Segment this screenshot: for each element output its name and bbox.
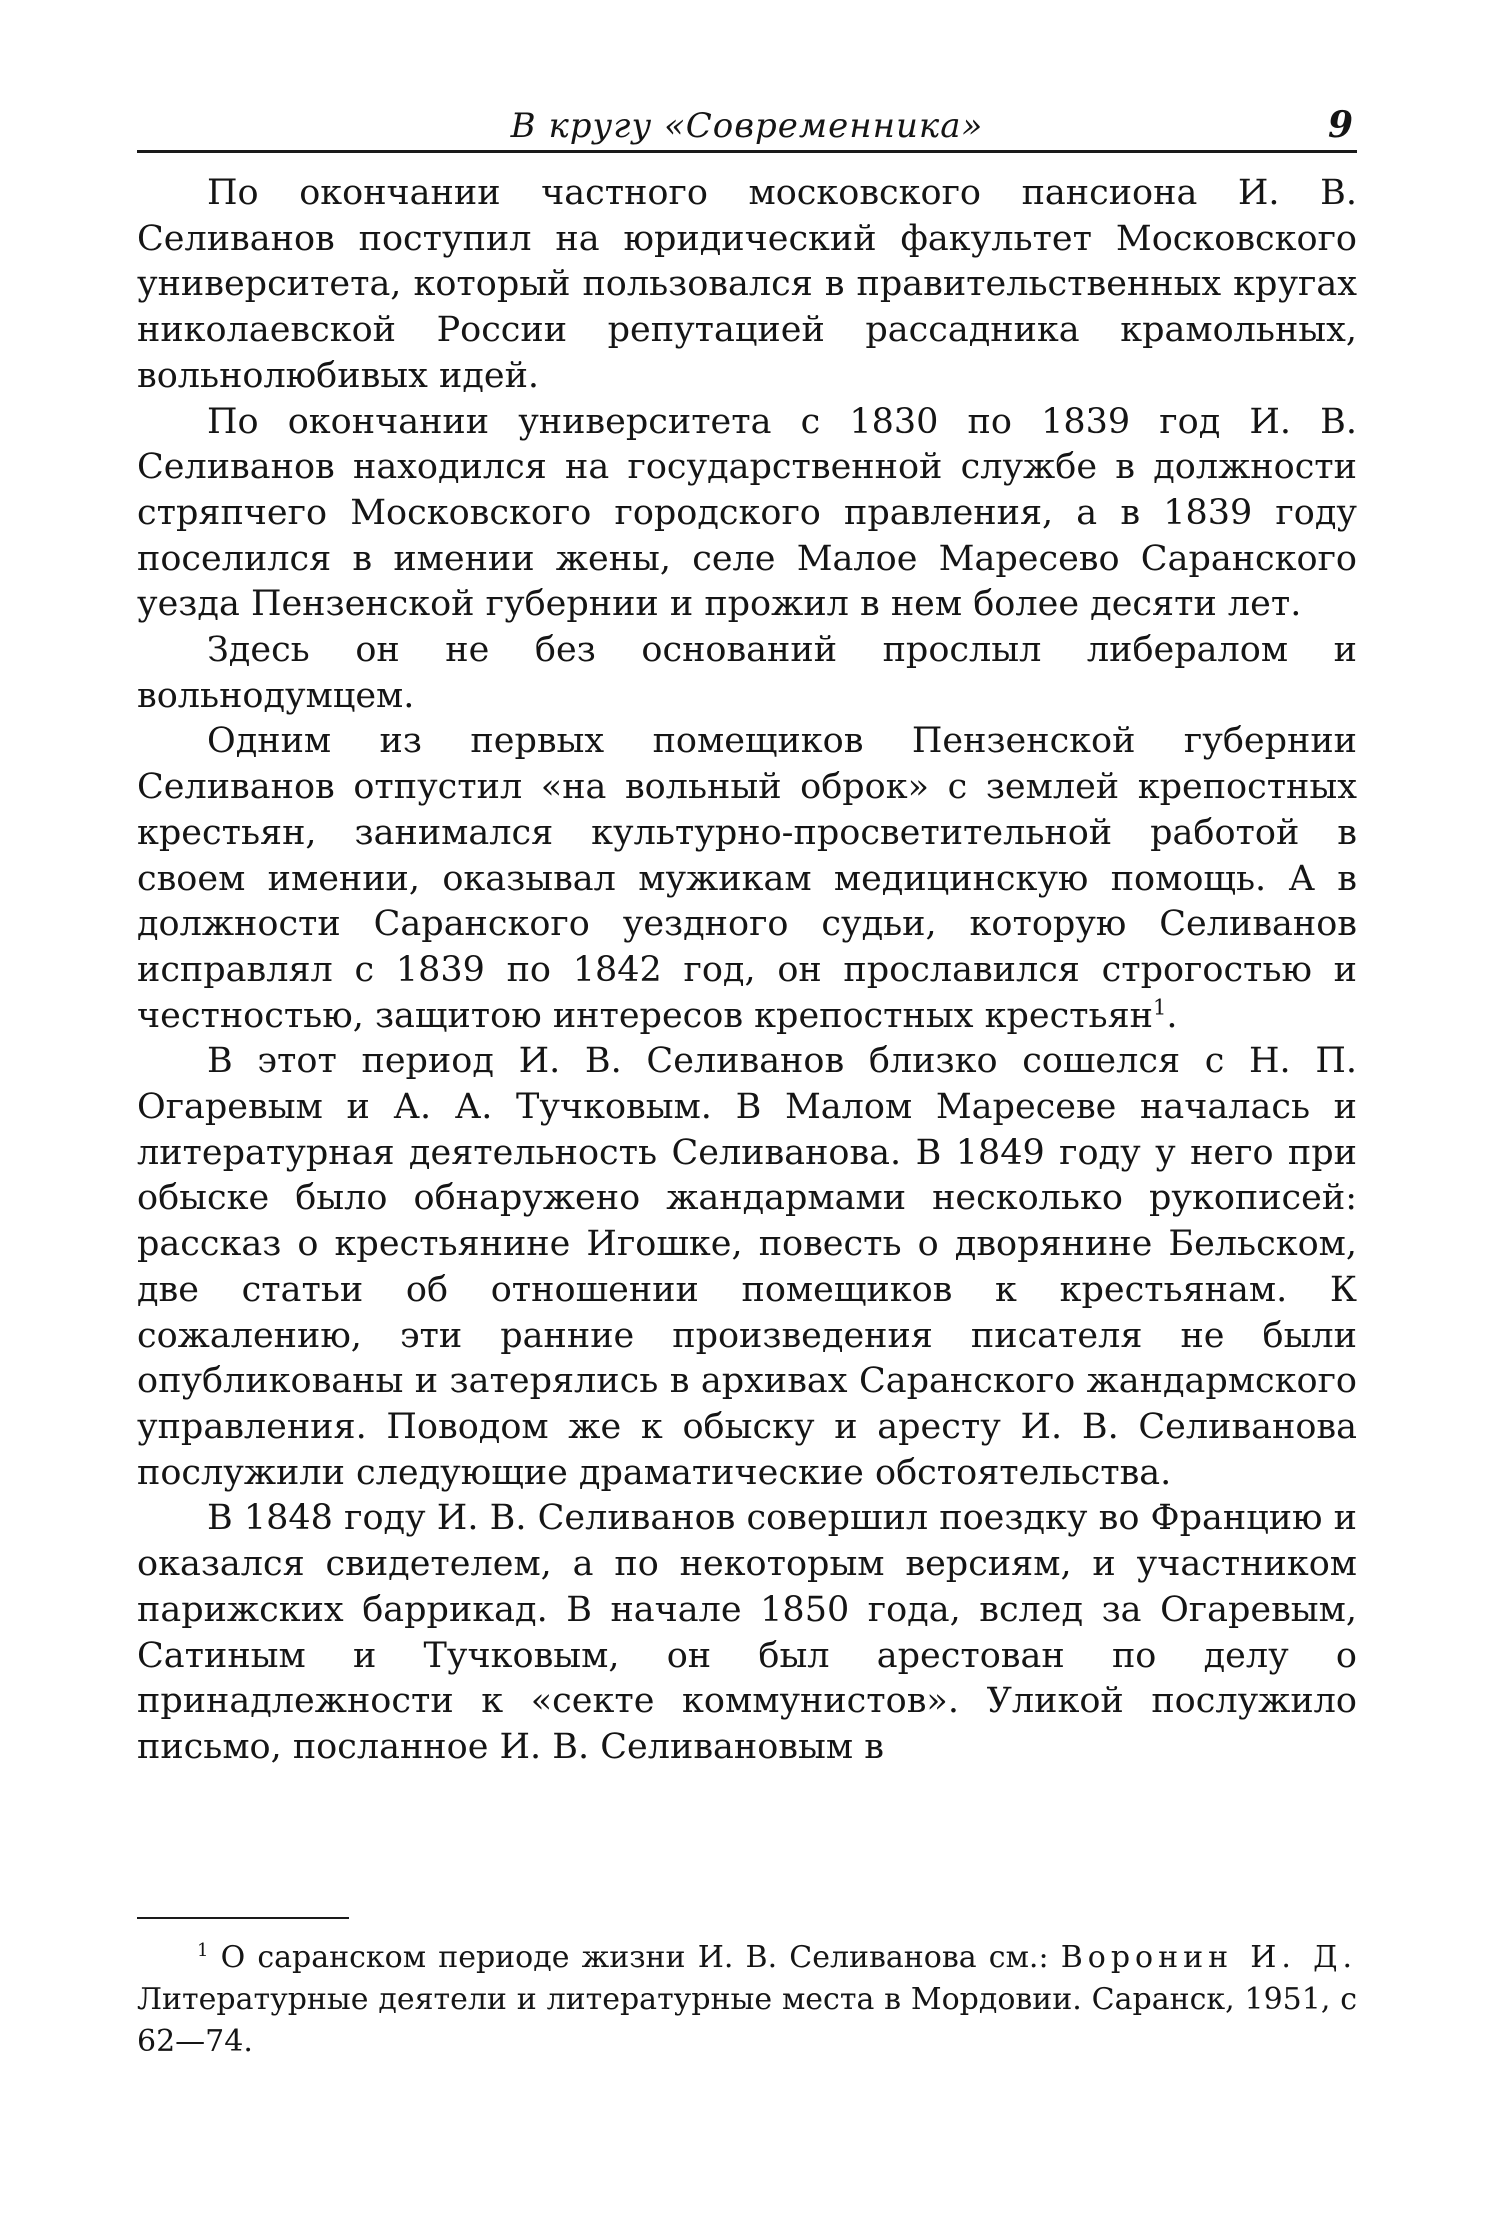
footnote-reference[interactable]: 1 <box>1153 995 1167 1019</box>
paragraph-2: По окончании университета с 1830 по 1839 год И. В. Селиванов находился на государственной службе в должности стряпчего Московского городского правления, а в 1839 году поселился в имении жены, селе Малое Маресево Саранского уезда Пензенской губернии и прожил в нем более десяти лет. <box>137 401 1357 625</box>
main-text <box>137 171 1357 1771</box>
paragraph-4-end: . <box>1166 995 1178 1036</box>
paragraph-5: В этот период И. В. Селиванов близко сошелся с Н. П. Огаревым и А. А. Тучковым. В Малом Маресеве началась и литературная деятельность Селиванова. В 1849 году у него при обыске было обнаружено жандармами несколько рукописей: рассказ о крестьянине Игошке, повесть о дворянине Бельском, две статьи об отношении помещиков к крестьянам. К сожалению, эти ранние произведения писателя не были опубликованы и затерялись в архивах Саранского жандармского управления. Поводом же к обыску и аресту И. В. Селиванова послужили следующие драматические обстоятельства. <box>137 1041 1357 1493</box>
paragraph-3: Здесь он не без оснований прослыл либералом и вольнодумцем. <box>137 630 1357 716</box>
paragraph-4 <box>137 719 1357 1039</box>
footnote-author: Воронин И. Д. <box>1060 1939 1357 1975</box>
footnote-text-after: Литературные деятели и литературные места в Мордовии. Саранск, 1951, с 62—74. <box>137 1981 1357 2059</box>
page-number: 9 <box>1327 104 1353 146</box>
paragraph-4-text: Одним из первых помещиков Пензенской губернии Селиванов отпустил «на вольный оброк» с землей крепостных крестьян, занимался культурно-просветительной работой в своем имении, оказывал мужикам медицинскую помощь. А в должности Саранского уездного судьи, которую Селиванов исправлял с 1839 по 1842 год, он прославился строгостью и честностью, защитою интересов крепостных крестьян <box>137 721 1357 1036</box>
paragraph-1: По окончании частного московского пансиона И. В. Селиванов поступил на юридический факультет Московского университета, который пользовался в правительственных кругах николаевской России репутацией рассадника крамольных, вольнолюбивых идей. <box>137 173 1357 396</box>
footnote-text-before: О саранском периоде жизни И. В. Селиванова см.: <box>208 1939 1061 1975</box>
paragraph-6: В 1848 году И. В. Селиванов совершил поездку во Францию и оказался свидетелем, а по некоторым версиям, и участником парижских баррикад. В начале 1850 года, вслед за Огаревым, Сатиным и Тучковым, он был арестован по делу о принадлежности к «секте коммунистов». Уликой послужило письмо, посланное И. В. Селивановым в <box>137 1498 1357 1767</box>
running-header <box>137 100 1357 153</box>
footnote-divider <box>137 1917 349 1919</box>
footnote <box>137 1937 1357 2063</box>
footnote-marker: 1 <box>197 1939 209 1961</box>
book-page <box>137 100 1357 2063</box>
running-title: В кругу «Современника» <box>510 106 984 146</box>
